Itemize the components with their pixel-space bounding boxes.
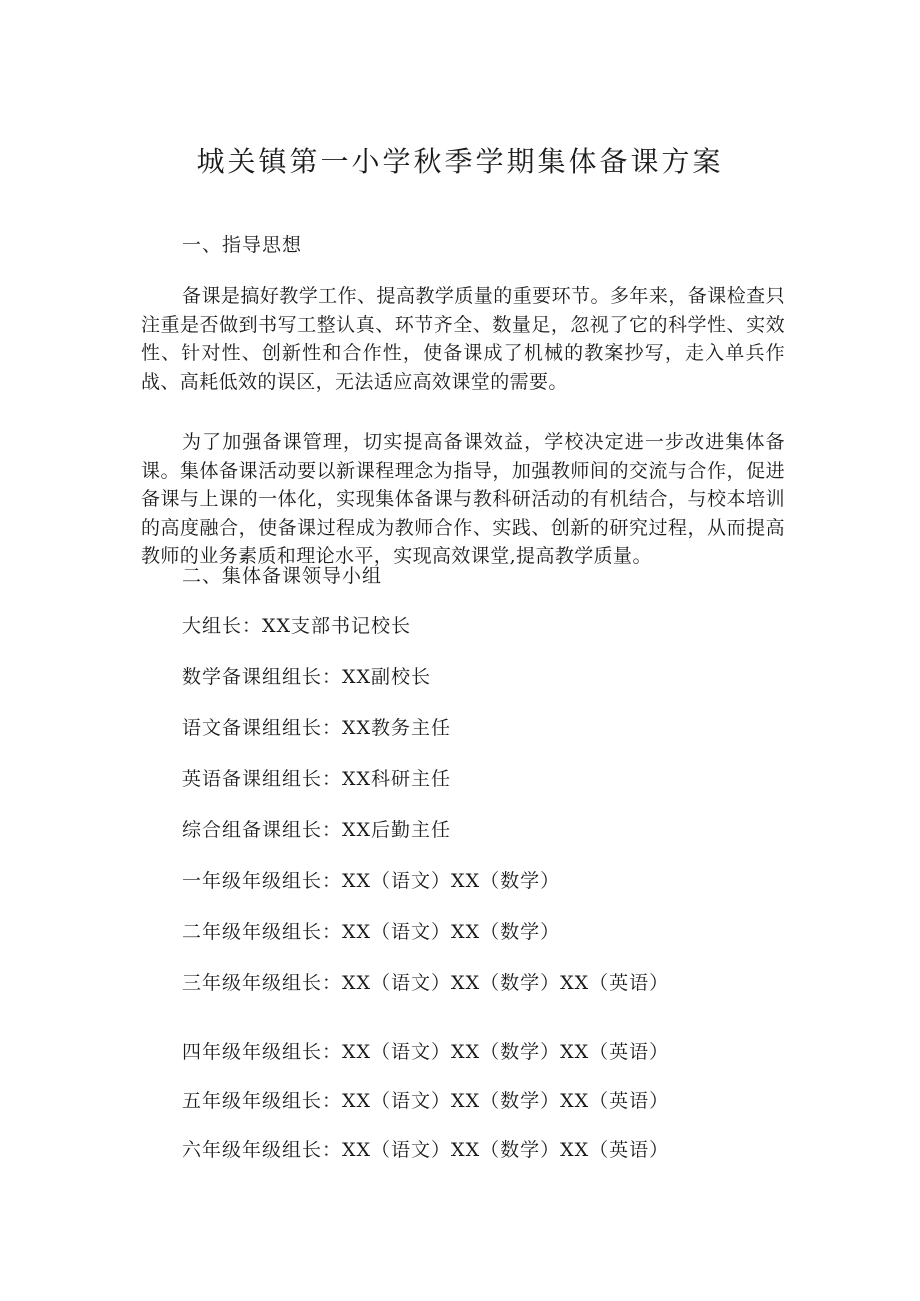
- paragraph-guiding-ideology-2: 为了加强备课管理，切实提高备课效益，学校决定进一步改进集体备课。集体备课活动要以新课程理念为指导，加强教师间的交流与合作，促进备课与上课的一体化，实现集体备课与教科研活动的有机结合，与校本培训的高度融合，使备课过程成为教师合作、实践、创新的研究过程，从而提高教师的业务素质和理论水平，实现高效课堂,提高教学质量。: [141, 431, 785, 567]
- member-line-grade-2: 二年级年级组长：XX（语文）XX（数学）: [182, 921, 561, 943]
- section-heading-guiding-ideology: 一、指导思想: [182, 234, 303, 256]
- member-line-general-leader: 综合组备课组长：XX后勤主任: [182, 819, 452, 841]
- member-line-grade-5: 五年级年级组长：XX（语文）XX（数学）XX（英语）: [182, 1090, 670, 1112]
- member-line-math-leader: 数学备课组组长：XX副校长: [182, 666, 432, 688]
- member-line-group-leader: 大组长：XX支部书记校长: [182, 615, 412, 637]
- member-line-grade-1: 一年级年级组长：XX（语文）XX（数学）: [182, 870, 561, 892]
- member-line-grade-6: 六年级年级组长：XX（语文）XX（数学）XX（英语）: [182, 1139, 670, 1161]
- paragraph-guiding-ideology-1: 备课是搞好教学工作、提高教学质量的重要环节。多年来，备课检查只注重是否做到书写工整认真、环节齐全、数量足，忽视了它的科学性、实效性、针对性、创新性和合作性，使备课成了机械的教案抄写，走入单兵作战、高耗低效的误区，无法适应高效课堂的需要。: [141, 285, 785, 393]
- member-line-grade-4: 四年级年级组长：XX（语文）XX（数学）XX（英语）: [182, 1041, 670, 1063]
- member-line-english-leader: 英语备课组组长：XX科研主任: [182, 768, 452, 790]
- member-line-chinese-leader: 语文备课组组长：XX教务主任: [182, 717, 452, 739]
- document-title: 城关镇第一小学秋季学期集体备课方案: [196, 145, 724, 178]
- section-heading-leadership-group: 二、集体备课领导小组: [182, 565, 383, 587]
- member-line-grade-3: 三年级年级组长：XX（语文）XX（数学）XX（英语）: [182, 972, 670, 994]
